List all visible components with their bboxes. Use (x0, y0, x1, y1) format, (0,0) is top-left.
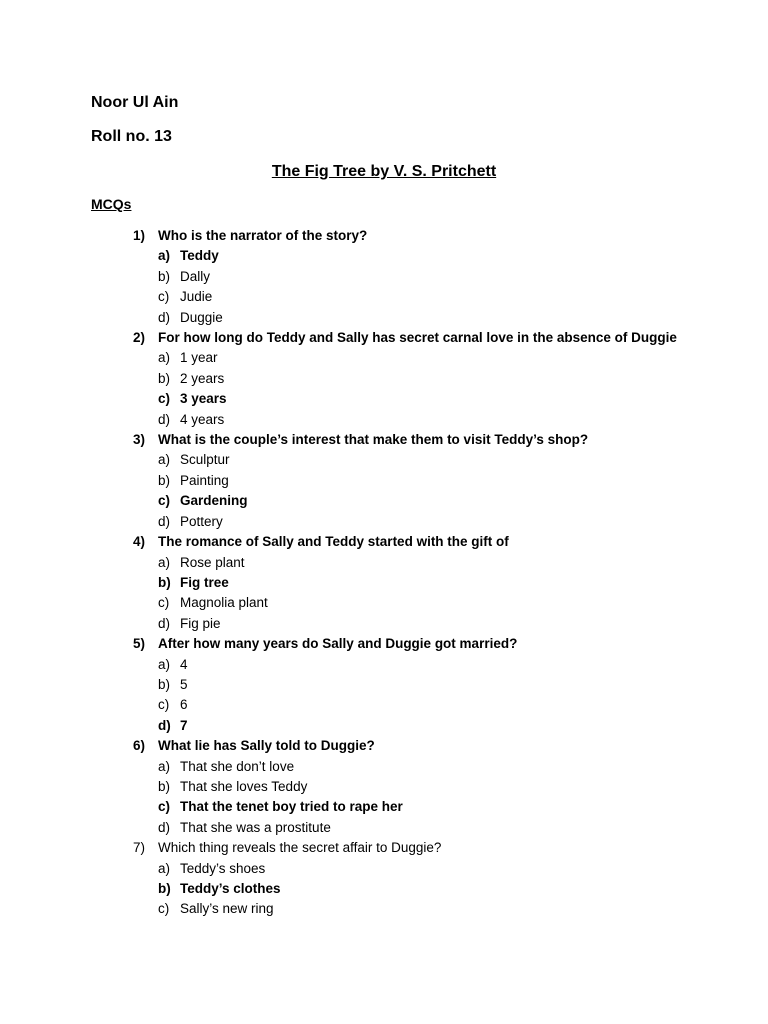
question-number: 4) (133, 534, 146, 550)
option-letter: b) (158, 778, 171, 794)
option-list (133, 553, 733, 635)
option-letter: d) (158, 615, 171, 631)
answer-option (158, 859, 733, 879)
answer-option (158, 389, 733, 409)
answer-option (158, 450, 733, 470)
option-letter: a) (158, 248, 171, 264)
option-letter: c) (158, 391, 171, 407)
question-number: 2) (133, 330, 146, 346)
author-name: Noor Ul Ain (91, 94, 179, 111)
answer-option (158, 695, 733, 715)
option-text: That she was a prostitute (180, 819, 331, 835)
question-text-row (133, 634, 733, 654)
answer-option (158, 267, 733, 287)
document-title: The Fig Tree by V. S. Pritchett (271, 163, 497, 180)
roll-number: Roll no. 13 (91, 128, 172, 145)
question-item-1 (133, 226, 733, 328)
option-text: Rose plant (180, 554, 245, 570)
option-text: Duggie (180, 309, 223, 325)
question-item-7 (133, 838, 733, 920)
option-list (133, 757, 733, 839)
option-text: Magnolia plant (180, 595, 268, 611)
option-letter: d) (158, 717, 171, 733)
option-list (133, 348, 733, 430)
answer-option (158, 879, 733, 899)
question-item-3 (133, 430, 733, 532)
option-letter: c) (158, 493, 171, 509)
answer-option (158, 614, 733, 634)
answer-option (158, 716, 733, 736)
answer-option (158, 471, 733, 491)
option-letter: c) (158, 799, 171, 815)
section-heading: MCQs (91, 196, 132, 212)
question-list (133, 226, 733, 920)
option-list (133, 655, 733, 737)
answer-option (158, 369, 733, 389)
option-letter: c) (158, 289, 170, 305)
option-letter: c) (158, 901, 170, 917)
option-text: 2 years (180, 370, 225, 386)
option-text: Pottery (180, 513, 223, 529)
question-text: After how many years do Sally and Duggie got married? (158, 636, 518, 652)
option-letter: a) (158, 860, 171, 876)
option-letter: b) (158, 268, 171, 284)
question-number: 6) (133, 738, 146, 754)
question-number: 7) (133, 840, 146, 856)
answer-option (158, 553, 733, 573)
option-letter: c) (158, 697, 170, 713)
option-text: That she don’t love (180, 758, 295, 774)
answer-option (158, 655, 733, 675)
option-list (133, 246, 733, 328)
option-text: Dally (180, 268, 211, 284)
option-letter: d) (158, 513, 171, 529)
question-item-2 (133, 328, 733, 430)
option-text: 5 (180, 676, 188, 692)
option-letter: c) (158, 595, 170, 611)
question-number: 3) (133, 432, 146, 448)
option-text: Sally’s new ring (180, 901, 274, 917)
question-text: What lie has Sally told to Duggie? (158, 738, 375, 754)
option-letter: d) (158, 309, 171, 325)
question-number: 5) (133, 636, 146, 652)
answer-option (158, 593, 733, 613)
question-text-row (133, 328, 733, 348)
option-list (133, 859, 733, 920)
option-text: Sculptur (180, 452, 230, 468)
option-text: Judie (180, 289, 213, 305)
answer-option (158, 797, 733, 817)
question-text-row (133, 430, 733, 450)
answer-option (158, 675, 733, 695)
option-text: Teddy’s shoes (180, 860, 266, 876)
question-text: For how long do Teddy and Sally has secret carnal love in the absence of Duggie (158, 330, 677, 346)
option-text: Fig pie (180, 615, 221, 631)
question-text-row (133, 532, 733, 552)
answer-option (158, 308, 733, 328)
option-text: Teddy (180, 248, 219, 264)
answer-option (158, 777, 733, 797)
option-letter: b) (158, 881, 171, 896)
option-text: That the tenet boy tried to rape her (180, 799, 403, 815)
option-text: Gardening (180, 493, 248, 509)
question-text: The romance of Sally and Teddy started with the gift of (158, 534, 509, 550)
question-text: Who is the narrator of the story? (158, 228, 368, 243)
question-item-6 (133, 736, 733, 838)
option-letter: b) (158, 370, 171, 386)
question-number: 1) (133, 228, 146, 243)
option-text: That she loves Teddy (180, 778, 308, 794)
answer-option (158, 410, 733, 430)
answer-option (158, 818, 733, 838)
option-letter: d) (158, 819, 171, 835)
option-text: Fig tree (180, 574, 229, 590)
question-text-row (133, 736, 733, 756)
option-letter: a) (158, 452, 171, 468)
option-list (133, 450, 733, 532)
answer-option (158, 246, 733, 266)
question-item-4 (133, 532, 733, 634)
option-letter: a) (158, 758, 171, 774)
answer-option (158, 512, 733, 532)
option-text: 1 year (180, 350, 218, 366)
option-letter: d) (158, 411, 171, 427)
option-letter: a) (158, 656, 171, 672)
option-letter: b) (158, 472, 171, 488)
option-letter: b) (158, 676, 171, 692)
option-text: 4 years (180, 411, 225, 427)
answer-option (158, 899, 733, 919)
question-text-row (133, 226, 733, 246)
option-letter: a) (158, 350, 171, 366)
question-text: Which thing reveals the secret affair to Duggie? (158, 840, 442, 856)
option-letter: a) (158, 554, 171, 570)
option-text: 6 (180, 697, 188, 713)
option-text: Painting (180, 472, 229, 488)
question-item-5 (133, 634, 733, 736)
answer-option (158, 491, 733, 511)
option-text: 7 (180, 717, 188, 733)
option-letter: b) (158, 574, 171, 590)
question-text-row (133, 838, 733, 858)
answer-option (158, 287, 733, 307)
question-text: What is the couple’s interest that make them to visit Teddy’s shop? (158, 432, 589, 448)
option-text: 4 (180, 656, 188, 672)
answer-option (158, 348, 733, 368)
option-text: Teddy’s clothes (180, 881, 281, 896)
answer-option (158, 757, 733, 777)
option-text: 3 years (180, 391, 227, 407)
answer-option (158, 573, 733, 593)
